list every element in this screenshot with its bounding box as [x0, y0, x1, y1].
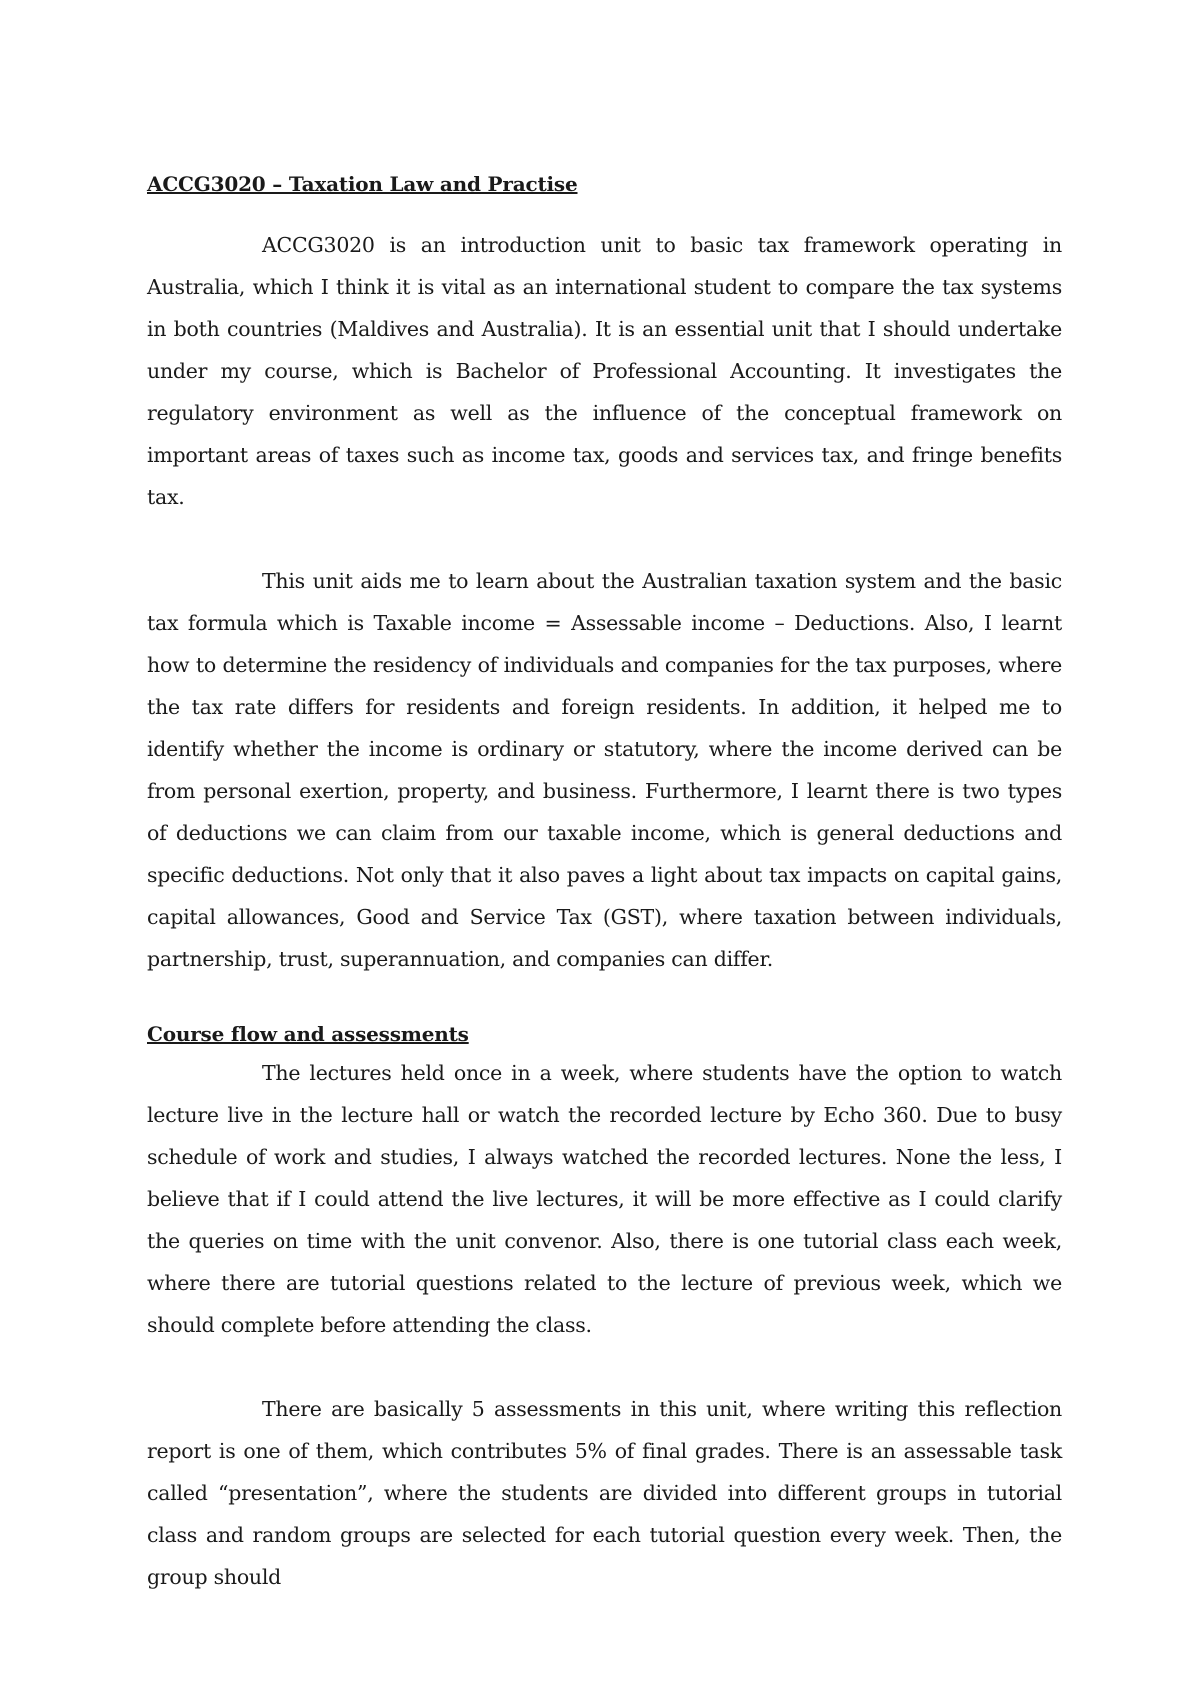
document-body	[147, 172, 1062, 1598]
section-paragraph-2: There are basically 5 assessments in this unit, where writing this reflection report is one of them, which contributes 5% of final grades. There is an assessable task called “presentation”, where the students are divided into different groups in tutorial class and random groups are selected for each tutorial question every week. Then, the group should	[147, 1397, 1062, 1589]
section-paragraph-1: The lectures held once in a week, where students have the option to watch lecture live in the lecture hall or watch the recorded lecture by Echo 360. Due to busy schedule of work and studies, I always watched the recorded lectures. None the less, I believe that if I could attend the live lectures, it will be more effective as I could clarify the queries on time with the unit convenor. Also, there is one tutorial class each week, where there are tutorial questions related to the lecture of previous week, which we should complete before attending the class.	[147, 1061, 1062, 1337]
intro-paragraph-2: This unit aids me to learn about the Australian taxation system and the basic tax formula which is Taxable income = Assessable income – Deductions. Also, I learnt how to determine the residency of individuals and companies for the tax purposes, where the tax rate differs for residents and foreign residents. In addition, it helped me to identify whether the income is ordinary or statutory, where the income derived can be from personal exertion, property, and business. Furthermore, I learnt there is two types of deductions we can claim from our taxable income, which is general deductions and specific deductions. Not only that it also paves a light about tax impacts on capital gains, capital allowances, Good and Service Tax (GST), where taxation between individuals, partnership, trust, superannuation, and companies can differ.	[147, 569, 1062, 971]
paragraph-spacer	[147, 1346, 1062, 1388]
intro-paragraph-1: ACCG3020 is an introduction unit to basic tax framework operating in Australia, which I think it is vital as an international student to compare the tax systems in both countries (Maldives and Australia). It is an essential unit that I should undertake under my course, which is Bachelor of Professional Accounting. It investigates the regulatory environment as well as the influence of the conceptual framework on important areas of taxes such as income tax, goods and services tax, and fringe benefits tax.	[147, 233, 1062, 509]
section-heading: Course flow and assessments	[147, 1022, 469, 1046]
document-title: ACCG3020 – Taxation Law and Practise	[147, 172, 578, 196]
paragraph-spacer	[147, 518, 1062, 560]
paragraph-spacer	[147, 980, 1062, 1022]
